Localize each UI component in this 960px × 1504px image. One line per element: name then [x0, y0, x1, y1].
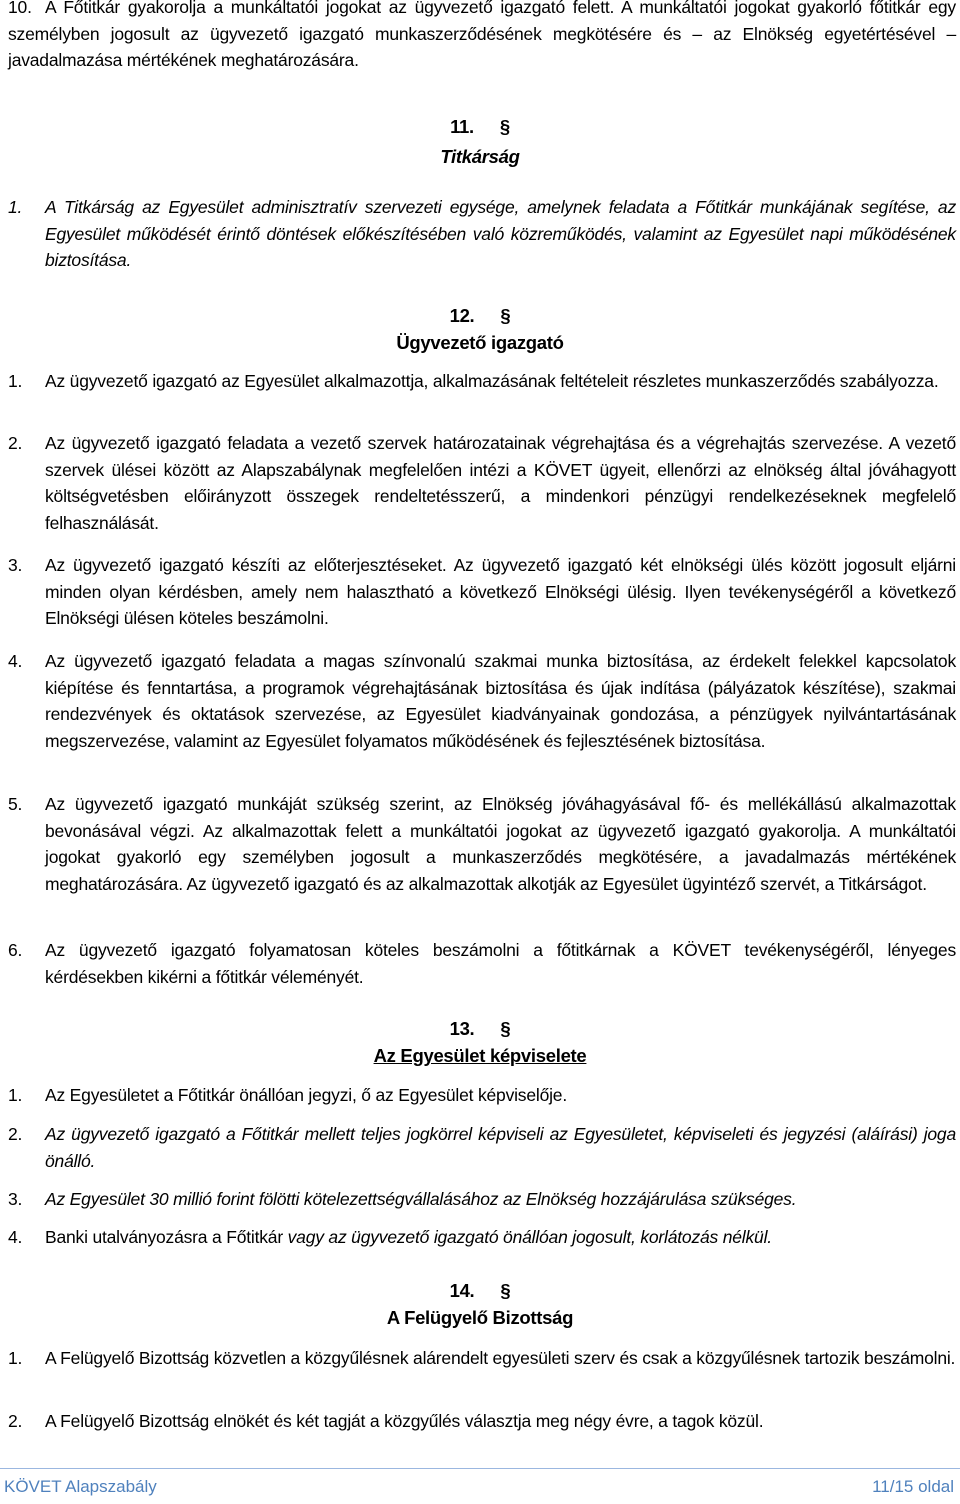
section-12-item-2 [8, 430, 956, 536]
item-number: 2. [8, 1124, 23, 1144]
section-14-item-2 [8, 1408, 956, 1435]
section-mark-icon: § [500, 1280, 511, 1301]
item-number: 6. [8, 940, 23, 960]
section-14-item-1 [8, 1345, 956, 1372]
paragraph-text: A Főtitkár gyakorolja a munkáltatói jogokat az ügyvezető igazgató felett. A munkáltatói jogokat gyakorló főtitkár egy személyben jogosult az ügyvezető igazgató munkaszerződésének megkötésére és – az Elnökség egyetértésével – javadalmazása mértékének meghatározására. [8, 0, 956, 70]
section-13-item-3 [8, 1186, 956, 1213]
section-mark-icon: § [500, 305, 511, 326]
item-number: 1. [8, 371, 23, 391]
paragraph-number: 10. [8, 0, 32, 17]
footer-document-title: KÖVET Alapszabály [4, 1477, 157, 1496]
item-text: Az ügyvezető igazgató a Főtitkár mellett teljes jogkörrel képviseli az Egyesületet, képviseleti és jegyzési (aláírási) joga önálló. [45, 1124, 956, 1171]
section-12-title: Ügyvezető igazgató [396, 332, 564, 353]
section-mark-icon: § [500, 1018, 511, 1039]
section-13-item-4 [8, 1224, 956, 1251]
item-number: 2. [8, 1411, 23, 1431]
item-text: Az Egyesület 30 millió forint fölötti kötelezettségvállalásához az Elnökség hozzájárulása szükséges. [45, 1189, 797, 1209]
section-13-heading-number: 13. § [0, 1016, 960, 1042]
item-text: Az ügyvezető igazgató folyamatosan köteles beszámolni a főtitkárnak a KÖVET tevékenységéről, lényeges kérdésekben kikérni a főtitkár véleményét. [45, 940, 956, 987]
item-number: 5. [8, 794, 23, 814]
footer-divider [0, 1468, 960, 1469]
item-text: A Titkárság az Egyesület adminisztratív szervezeti egysége, amelynek feladata a Főtitkár munkájának segítése, az Egyesület működését érintő döntések előkészítésében való közreműködés, valamint az Egyesület napi működésének biztosítása. [45, 197, 956, 270]
section-13-item-1 [8, 1082, 956, 1109]
item-number: 4. [8, 651, 23, 671]
section-13-title: Az Egyesület képviselete [373, 1045, 587, 1066]
section-11-heading-number: 11. § [0, 114, 960, 140]
item-text: Az Egyesületet a Főtitkár önállóan jegyzi, ő az Egyesület képviselője. [45, 1085, 567, 1105]
item-text: Az ügyvezető igazgató munkáját szükség szerint, az Elnökség jóváhagyásával fő- és mellékállású alkalmazottak bevonásával végzi. Az alkalmazottak felett a munkáltatói jogokat az ügyvezető igazgató gyakorolja. A munkáltatói jogokat gyakorló egy személyben jogosult a munkaszerződés megkötésére, a javadalmazás mértékének meghatározására. Az ügyvezető igazgató és az alkalmazottak alkotják az Egyesület ügyintéző szervét, a Titkárságot. [45, 794, 956, 894]
item-number: 2. [8, 433, 23, 453]
section-14-title: A Felügyelő Bizottság [386, 1307, 574, 1328]
section-11-item-1 [8, 194, 956, 274]
item-text: Az ügyvezető igazgató készíti az előterjesztéseket. Az ügyvezető igazgató két elnökségi ülés között jogosult eljárni minden olyan kérdésben, amely nem halasztható a következő Elnökségi ülésig. Ilyen tevékenységéről a következő Elnökségi ülésen köteles beszámolni. [45, 555, 956, 628]
section-12-item-3 [8, 552, 956, 632]
section-11-title: Titkárság [440, 146, 520, 167]
section-13-item-2 [8, 1121, 956, 1174]
item-text: Az ügyvezető igazgató feladata a vezető szervek határozatainak végrehajtása és a végrehajtás szervezése. A vezető szervek ülései között az Alapszabálynak megfelelően intézi a KÖVET ügyeit, ellenőrzi az elnökség által jóváhagyott költségvetésben előirányzott összegek rendeltetésszerű, a mindenkori pénzügyi rendelkezéseknek megfelelő felhasználását. [45, 433, 956, 533]
item-number: 1. [8, 1085, 23, 1105]
item-number: 3. [8, 555, 23, 575]
section-mark-icon: § [499, 116, 510, 137]
section-12-item-5 [8, 791, 956, 897]
item-text: Banki utalványozásra a Főtitkár vagy az ügyvezető igazgató önállóan jogosult, korlátozás nélkül. [45, 1227, 772, 1247]
section-12-item-1 [8, 368, 956, 395]
item-number: 3. [8, 1189, 23, 1209]
item-text: A Felügyelő Bizottság közvetlen a közgyűlésnek alárendelt egyesületi szerv és csak a közgyűlésnek tartozik beszámolni. [45, 1348, 956, 1368]
section-12-heading-number: 12. § [0, 303, 960, 329]
item-text: Az ügyvezető igazgató az Egyesület alkalmazottja, alkalmazásának feltételeit részletes munkaszerződés szabályozza. [45, 371, 939, 391]
footer-page-number: 11/15 oldal [872, 1477, 954, 1496]
section-12-item-4 [8, 648, 956, 754]
item-number: 4. [8, 1227, 23, 1247]
paragraph-10 [8, 0, 956, 74]
item-number: 1. [8, 1348, 23, 1368]
item-text: A Felügyelő Bizottság elnökét és két tagját a közgyűlés választja meg négy évre, a tagok közül. [45, 1411, 764, 1431]
section-12-item-6 [8, 937, 956, 990]
section-14-heading-number: 14. § [0, 1278, 960, 1304]
item-text: Az ügyvezető igazgató feladata a magas színvonalú szakmai munka biztosítása, az érdekelt felekkel kapcsolatok kiépítése és fenntartása, a programok végrehajtásának biztosítása és újak indítása (pályázatok készítése), szakmai rendezvények és oktatások szervezése, az Egyesület kiadványainak gondozása, a pénzügyek nyilvántartásának megszervezése, valamint az Egyesület folyamatos működésének és fejlesztésének biztosítása. [45, 651, 956, 751]
item-number: 1. [8, 197, 23, 217]
